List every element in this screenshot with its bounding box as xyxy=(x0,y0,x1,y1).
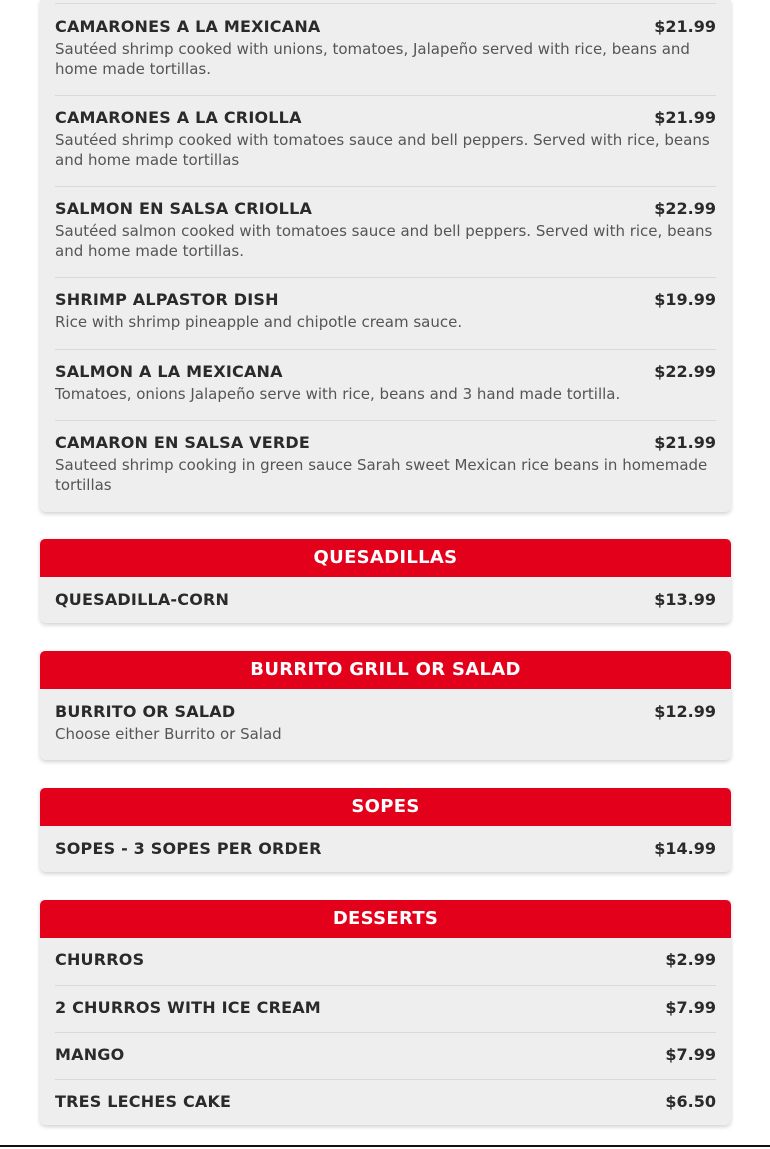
menu-item[interactable] xyxy=(55,577,716,623)
item-name: TRES LECHES CAKE xyxy=(55,1092,232,1111)
item-description: Rice with shrimp pineapple and chipotle cream sauce. xyxy=(55,313,463,331)
item-description: Tomatoes, onions Jalapeño serve with rice, beans and 3 hand made tortilla. xyxy=(55,385,621,403)
category-header[interactable]: BURRITO GRILL OR SALAD xyxy=(40,651,731,689)
menu-item[interactable] xyxy=(55,938,716,985)
menu-item[interactable] xyxy=(55,4,716,95)
item-description: Sautéed salmon cooked with tomatoes sauce and bell peppers. Served with rice, beans and home made tortillas. xyxy=(55,222,713,260)
menu-category-seafood xyxy=(40,0,731,512)
item-price: $2.99 xyxy=(665,950,716,969)
item-description: Sauteed shrimp cooking in green sauce Sarah sweet Mexican rice beans in homemade tortillas xyxy=(55,456,708,494)
item-name: BURRITO OR SALAD xyxy=(55,702,236,721)
item-name: CHURROS xyxy=(55,950,145,969)
menu-item[interactable] xyxy=(55,985,716,1032)
item-name: QUESADILLA-CORN xyxy=(55,590,230,609)
menu-category-desserts xyxy=(40,900,731,1125)
item-description: Sautéed shrimp cooked with unions, tomatoes, Jalapeño served with rice, beans and home made tortillas. xyxy=(55,40,690,78)
category-header[interactable]: QUESADILLAS xyxy=(40,539,731,577)
menu-item[interactable] xyxy=(55,420,716,510)
item-name: CAMARON EN SALSA VERDE xyxy=(55,433,311,452)
seafood-items xyxy=(40,0,731,510)
item-price: $13.99 xyxy=(654,590,716,609)
item-price: $7.99 xyxy=(665,1045,716,1064)
item-price: $7.99 xyxy=(665,998,716,1017)
item-price: $6.50 xyxy=(665,1092,716,1111)
item-description: Sautéed shrimp cooked with tomatoes sauce and bell peppers. Served with rice, beans and home made tortillas xyxy=(55,131,710,169)
item-price: $21.99 xyxy=(654,108,716,127)
item-name: SALMON A LA MEXICANA xyxy=(55,362,283,381)
page-bottom-divider xyxy=(0,1145,770,1147)
menu-category-sopes xyxy=(40,788,731,872)
item-name: 2 CHURROS WITH ICE CREAM xyxy=(55,998,321,1017)
item-price: $22.99 xyxy=(654,199,716,218)
menu-item[interactable] xyxy=(55,95,716,186)
item-name: SHRIMP ALPASTOR DISH xyxy=(55,290,279,309)
item-price: $22.99 xyxy=(654,362,716,381)
menu-item[interactable] xyxy=(55,1079,716,1126)
menu-category-quesadillas xyxy=(40,539,731,623)
item-price: $19.99 xyxy=(654,290,716,309)
menu-item[interactable] xyxy=(55,277,716,349)
menu-item[interactable] xyxy=(55,826,716,872)
item-description: Choose either Burrito or Salad xyxy=(55,725,282,743)
item-price: $12.99 xyxy=(654,702,716,721)
item-name: SALMON EN SALSA CRIOLLA xyxy=(55,199,313,218)
item-price: $14.99 xyxy=(654,839,716,858)
menu-item[interactable] xyxy=(55,349,716,420)
item-name: SOPES - 3 SOPES PER ORDER xyxy=(55,839,322,858)
category-header[interactable]: SOPES xyxy=(40,788,731,826)
item-price: $21.99 xyxy=(654,433,716,452)
menu-item[interactable] xyxy=(55,689,716,760)
item-name: CAMARONES A LA MEXICANA xyxy=(55,17,321,36)
category-header[interactable]: DESSERTS xyxy=(40,900,731,938)
item-name: MANGO xyxy=(55,1045,125,1064)
menu-item[interactable] xyxy=(55,186,716,277)
item-name: CAMARONES A LA CRIOLLA xyxy=(55,108,302,127)
menu-category-burrito xyxy=(40,651,731,760)
menu-item[interactable] xyxy=(55,1032,716,1079)
item-price: $21.99 xyxy=(654,17,716,36)
